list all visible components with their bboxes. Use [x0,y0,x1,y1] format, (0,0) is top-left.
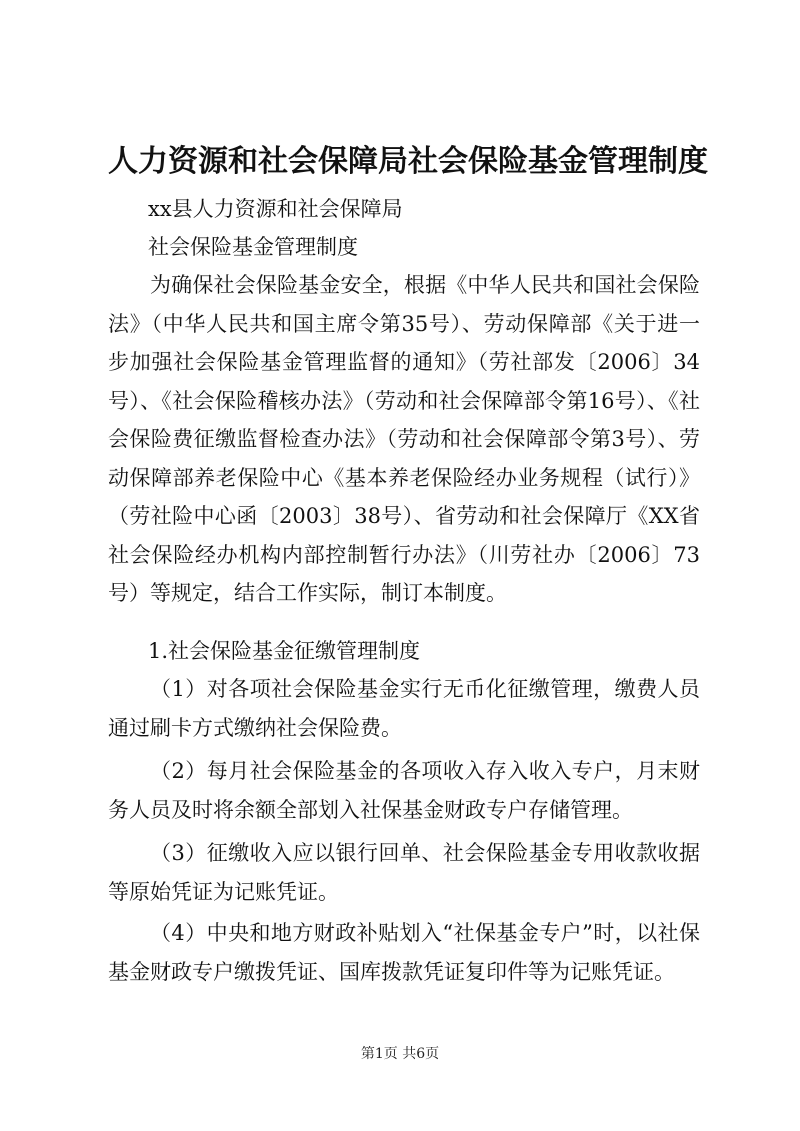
item-paragraph-4: （4）中央和地方财政补贴划入“社保基金专户”时，以社保基金财政专户缴拨凭证、国库拨款凭证复印件等为记账凭证。 [108,921,700,984]
document-title: 人力资源和社会保障局社会保险基金管理制度 [108,144,708,179]
item-paragraph-2: （2）每月社会保险基金的各项收入存入收入专户，月末财务人员及时将余额全部划入社保基金财政专户存储管理。 [108,759,700,822]
subtitle-line: 社会保险基金管理制度 [148,235,358,259]
item-paragraph-3: （3）征缴收入应以银行回单、社会保险基金专用收款收据等原始凭证为记账凭证。 [108,841,700,904]
section-heading: 1.社会保险基金征缴管理制度 [148,639,421,663]
intro-paragraph: 为确保社会保险基金安全，根据《中华人民共和国社会保险法》（中华人民共和国主席令第35号）、劳动保障部《关于进一步加强社会保险基金管理监督的通知》（劳社部发〔2006〕34号）、《社会保险稽核办法》（劳动和社会保障部令第16号）、《社会保险费征缴监督检查办法》（劳动和社会保障部令第3号）、劳动保障部养老保险中心《基本养老保险经办业务规程（试行）》（劳社险中心函〔2003〕38号）、省劳动和社会保障厅《XX省社会保险经办机构内部控制暂行办法》（川劳社办〔2006〕73号）等规定，结合工作实际，制订本制度。 [108,273,700,605]
page-number-footer: 第1页 共6页 [360,1046,440,1062]
org-line: xx县人力资源和社会保障局 [148,197,403,221]
item-paragraph-1: （1）对各项社会保险基金实行无币化征缴管理，缴费人员通过刷卡方式缴纳社会保险费。 [108,677,700,740]
